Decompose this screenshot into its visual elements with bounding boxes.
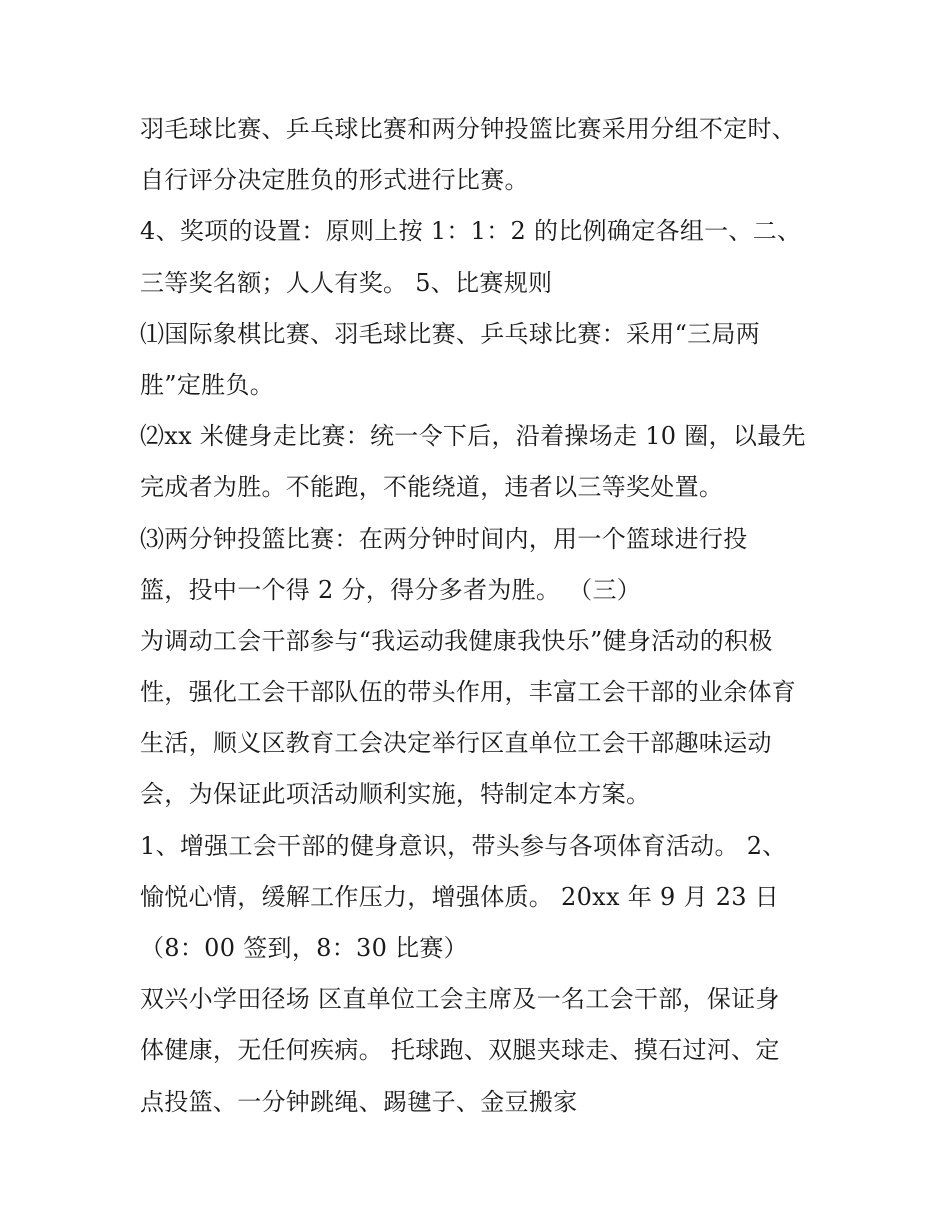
- text-line: 篮，投中一个得 2 分，得分多者为胜。 （三）: [140, 575, 642, 604]
- text-line: 三等奖名额；人人有奖。 5、比赛规则: [140, 268, 553, 297]
- text-line: 会，为保证此项活动顺利实施，特制定本方案。: [140, 780, 651, 809]
- text-line: 愉悦心情，缓解工作压力，增强体质。 20xx 年 9 月 23 日: [140, 882, 780, 911]
- text-line: ⑶两分钟投篮比赛：在两分钟时间内，用一个篮球进行投: [140, 524, 748, 553]
- text-line: （8：00 签到，8：30 比赛）: [140, 934, 468, 962]
- text-line: 生活，顺义区教育工会决定举行区直单位工会干部趣味运动: [140, 729, 772, 758]
- text-line: ⑴国际象棋比赛、羽毛球比赛、乒乓球比赛：采用“三局两: [140, 319, 761, 348]
- text-line: 完成者为胜。不能跑，不能绕道，违者以三等奖处置。: [140, 473, 724, 502]
- text-line: 羽毛球比赛、乒乓球比赛和两分钟投篮比赛采用分组不定时、: [140, 115, 797, 143]
- text-line: 1、增强工会干部的健身意识，带头参与各项体育活动。 2、: [140, 831, 787, 860]
- text-line: 4、奖项的设置：原则上按 1：1：2 的比例确定各组一、二、: [140, 217, 802, 246]
- text-line: 性，强化工会干部队伍的带头作用，丰富工会干部的业余体育: [140, 678, 797, 707]
- text-line: 体健康，无任何疾病。 托球跑、双腿夹球走、摸石过河、定: [140, 1036, 780, 1065]
- text-line: 为调动工会干部参与“我运动我健康我快乐”健身活动的积极: [140, 626, 773, 655]
- text-line: 胜”定胜负。: [140, 370, 275, 399]
- text-line: ⑵xx 米健身走比赛：统一令下后，沿着操场走 10 圈，以最先: [140, 422, 806, 451]
- text-line: 点投篮、一分钟跳绳、踢毽子、金豆搬家: [140, 1087, 578, 1116]
- text-line: 自行评分决定胜负的形式进行比赛。: [140, 166, 529, 195]
- document-body: [140, 104, 830, 1128]
- text-line: 双兴小学田径场 区直单位工会主席及一名工会干部，保证身: [140, 985, 780, 1014]
